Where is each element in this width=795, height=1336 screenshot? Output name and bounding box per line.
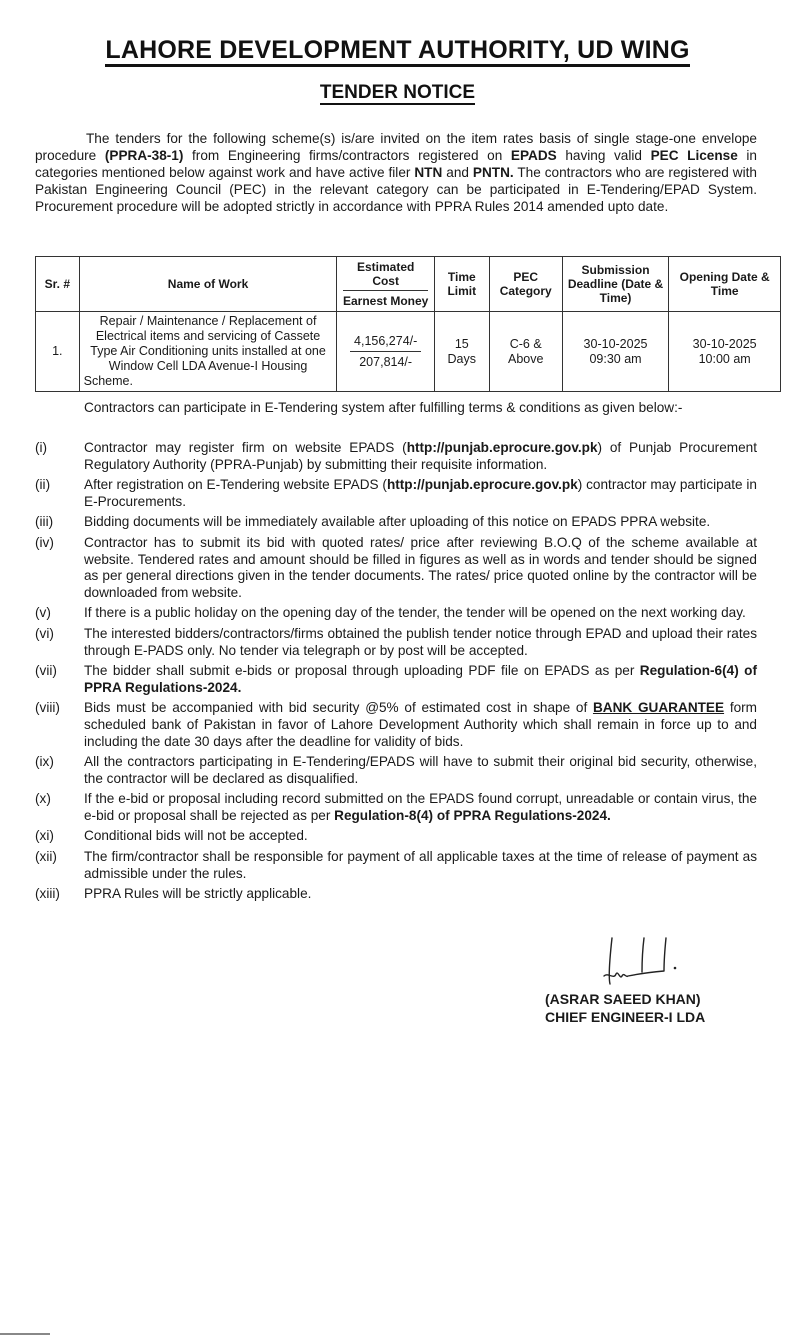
footer-divider — [0, 1333, 50, 1335]
table-header-row — [36, 257, 781, 312]
intro-paragraph: The tenders for the following scheme(s) is/are invited on the item rates basis of single stage-one envelope procedure (PPRA-38-1) from Engineering firms/contractors registered on EPADS having valid PEC License in categories mentioned below against work and have active filer NTN and PNTN. The contractors who are registered with Pakistan Engineering Council (PEC) in the relevant category can be participated in E-Tendering/EPAD System. Procurement procedure will be adopted strictly in accordance with PPRA Rules 2014 amended upto date. — [35, 131, 757, 214]
condition-item: (x) If the e-bid or proposal including record submitted on the EPADS found corrupt, unreadable or contain virus, the e-bid or proposal shall be rejected as per Regulation-8(4) of PPRA Regulations-2024. — [35, 791, 757, 823]
condition-item: (ii) After registration on E-Tendering website EPADS (http://punjab.eprocure.gov.pk) contractor may participate in E-Procurements. — [35, 477, 757, 509]
condition-item: (iv) Contractor has to submit its bid with quoted rates/ price after reviewing B.O.Q of the scheme available at website. Tendered rates and amount should be filled in figures as well as in words and tender should be signed as per general directions given in the tender documents. The rates/ price quoted online by the contractor will be downloaded from website. — [35, 534, 757, 600]
header-sr: Sr. # — [36, 257, 80, 312]
condition-item: (v) If there is a public holiday on the opening day of the tender, the tender will be opened on the next working day. — [35, 605, 746, 621]
condition-item: (xii) The firm/contractor shall be responsible for payment of all applicable taxes at the time of release of payment as admissible under the rules. — [35, 849, 757, 881]
condition-item: (vi) The interested bidders/contractors/firms obtained the publish tender notice through EPAD and upload their rates through E-PADS only. No tender via telegraph or by post will be accepted. — [35, 625, 757, 658]
condition-item: (i) Contractor may register firm on website EPADS (http://punjab.eprocure.gov.pk) of Punjab Procurement Regulatory Authority (PPRA-Punjab) by submitting their requisite information. — [35, 440, 757, 472]
table-row — [36, 312, 781, 392]
header-name-of-work: Name of Work — [79, 257, 337, 312]
condition-item: (vii) The bidder shall submit e-bids or proposal through uploading PDF file on EPADS as per Regulation-6(4) of PPRA Regulations-2024. — [35, 663, 757, 695]
condition-item: (xiii) PPRA Rules will be strictly applicable. — [35, 886, 312, 902]
condition-item: (iii) Bidding documents will be immediately available after uploading of this notice on EPADS PPRA website. — [35, 514, 711, 530]
conditions-list — [35, 440, 757, 907]
cell-opening: 30-10-2025 10:00 am — [669, 312, 781, 392]
cell-sr: 1. — [36, 312, 80, 392]
conditions-intro: Contractors can participate in E-Tendering system after fulfilling terms & conditions as given below:- — [84, 400, 683, 415]
signature-icon — [598, 936, 678, 986]
header-submission-deadline: Submission Deadline (Date & Time) — [562, 257, 669, 312]
cell-pec-category: C-6 & Above — [489, 312, 562, 392]
notice-title: TENDER NOTICE — [319, 82, 476, 103]
condition-item: (ix) All the contractors participating in E-Tendering/EPADS will have to submit their original bid security, otherwise, the contractor will be declared as disqualified. — [35, 754, 757, 786]
condition-item: (viii) Bids must be accompanied with bid security @5% of estimated cost in shape of BANK GUARANTEE form scheduled bank of Pakistan in favor of Lahore Development Authority which shall remain in force up to and including the date 30 days after the deadline for validity of bids. — [35, 700, 758, 749]
condition-item: (xi) Conditional bids will not be accepted. — [35, 828, 308, 844]
cell-name-of-work: Repair / Maintenance / Replacement of Electrical items and servicing of Cassete Type Air Conditioning units installed at one Window Cell LDA Avenue-I Housing Scheme. — [79, 312, 337, 392]
signatory-block — [545, 990, 705, 1026]
signatory-designation: CHIEF ENGINEER-I LDA — [545, 1009, 706, 1025]
signatory-name: (ASRAR SAEED KHAN) — [545, 991, 701, 1007]
header-time-limit: Time Limit — [434, 257, 489, 312]
header-opening: Opening Date & Time — [669, 257, 781, 312]
header-cost: Estimated Cost Earnest Money — [337, 257, 434, 312]
cell-cost: 4,156,274/- 207,814/- — [337, 312, 434, 392]
authority-title: LAHORE DEVELOPMENT AUTHORITY, UD WING — [0, 36, 795, 65]
tender-table — [35, 256, 781, 392]
cell-time-limit: 15 Days — [434, 312, 489, 392]
header-pec-category: PEC Category — [489, 257, 562, 312]
cell-submission-deadline: 30-10-2025 09:30 am — [562, 312, 669, 392]
